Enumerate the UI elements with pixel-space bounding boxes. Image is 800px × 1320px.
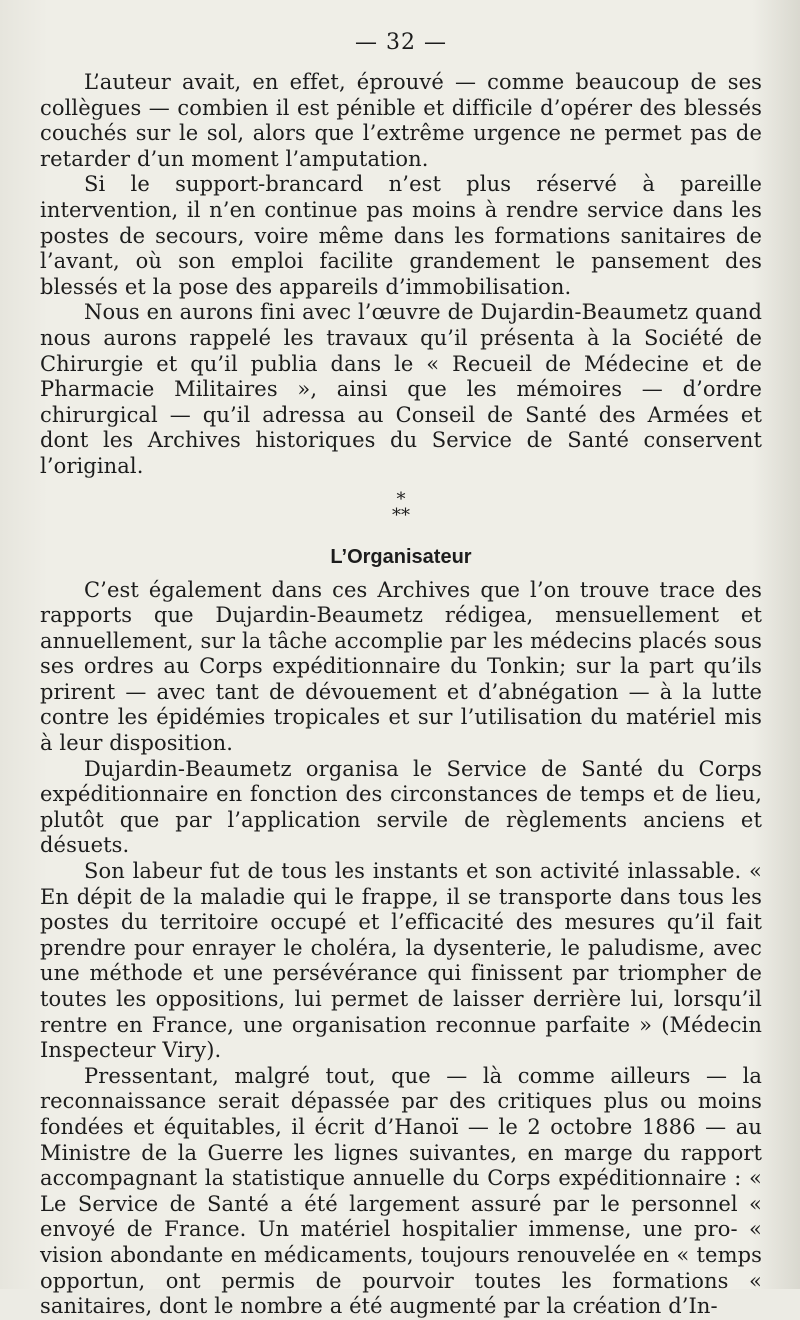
- paragraph-archives-reports: C’est également dans ces Archives que l’on trouve trace des rapports que Dujardin-Beaumetz rédigea, mensuellement et annuellement, sur la tâche accomplie par les médecins placés sous ses ordres au Corps expéditionnaire du Tonkin; sur la part qu’ils prirent — avec tant de dévouement et d’abnégation — à la lutte contre les épidémies tropicales et sur l’utilisation du matériel mis à leur disposition.: [40, 577, 762, 756]
- section-title: L’Organisateur: [330, 545, 472, 568]
- paragraph-service-organisation: Dujardin-Beaumetz organisa le Service de Santé du Corps expéditionnaire en fonction des circonstances de temps et de lieu, plutôt que par l’application servile de règlements anciens et désuets.: [40, 756, 762, 858]
- paragraph-letter-to-minister: Pressentant, malgré tout, que — là comme ailleurs — la reconnaissance serait dépassée par des critiques plus ou moins fondées et équitables, il écrit d’Hanoï — le 2 octobre 1886 — au Ministre de la Guerre les lignes suivantes, en marge du rapport accompagnant la statistique annuelle du Corps expéditionnaire : « Le Service de Santé a été largement assuré par le personnel « envoyé de France. Un matériel hospitalier immense, une pro- « vision abondante en médicaments, toujours renouvelée en « temps opportun, ont permis de pourvoir toutes les formations « sanitaires, dont le nombre a été augmenté par la création d’In-: [40, 1063, 762, 1319]
- paragraph-works-summary: Nous en aurons fini avec l’œuvre de Dujardin-Beaumetz quand nous aurons rappelé les travaux qu’il présenta à la Société de Chirurgie et qu’il publia dans le « Recueil de Médecine et de Pharmacie Militaires », ainsi que les mémoires — d’ordre chirurgical — qu’il adressa au Conseil de Santé des Armées et dont les Archives historiques du Service de Santé conservent l’original.: [40, 300, 762, 478]
- page-number: — 32 —: [355, 30, 447, 55]
- asterism-top: *: [396, 488, 406, 510]
- paragraph-labour-quote: Son labeur fut de tous les instants et son activité inlassable. « En dépit de la maladie qui le frappe, il se transporte dans tous les postes du territoire occupé et l’efficacité des mesures qu’il fait prendre pour enrayer le choléra, la dysenterie, le paludisme, avec une méthode et une persévérance qui finissent par triompher de toutes les oppositions, lui permet de laisser derrière lui, lorsqu’il rentre en France, une organisation reconnue parfaite » (Médecin Inspecteur Viry).: [40, 859, 762, 1063]
- asterism-bottom: **: [392, 504, 410, 526]
- paragraph-support-brancard: Si le support-brancard n’est plus réservé à pareille intervention, il n’en continue pas moins à rendre service dans les postes de secours, voire même dans les formations sanitaires de l’avant, où son emploi facilite grandement le pansement des blessés et la pose des appareils d’immobilisation.: [40, 172, 762, 299]
- asterism-separator: [40, 488, 762, 526]
- paragraph-operating-difficulty: L’auteur avait, en effet, éprouvé — comme beaucoup de ses collègues — combien il est pénible et difficile d’opérer des blessés couchés sur le sol, alors que l’extrême urgence ne permet pas de retarder d’un moment l’amputation.: [40, 70, 762, 171]
